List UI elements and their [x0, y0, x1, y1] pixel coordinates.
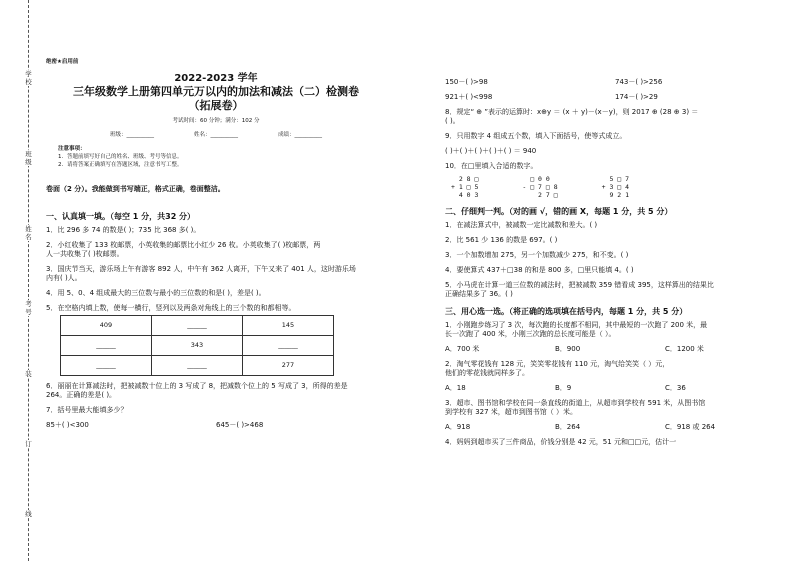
- notes-heading: 注意事项：: [58, 146, 86, 152]
- exam-info: 考试时间：60 分钟；满分：102 分: [172, 118, 260, 124]
- class-field[interactable]: 班级：__________: [109, 132, 154, 138]
- question-7-row3: [445, 93, 775, 102]
- question-1: 1．比 296 多 74 的数是( )；735 比 368 多( )。: [46, 226, 201, 234]
- vertical-addition-2: 5 □ 7 + 3 □ 4 9 2 1: [601, 175, 630, 199]
- inequality: 174－( )>29: [615, 93, 658, 101]
- choice-q1-options: [445, 345, 775, 354]
- option-a[interactable]: A．918: [445, 423, 471, 431]
- grid-cell[interactable]: 277: [243, 356, 334, 376]
- inequality: 921＋( )<998: [445, 93, 493, 101]
- student-info-line: [46, 131, 386, 139]
- grid-cell[interactable]: ______: [152, 316, 243, 336]
- grid-cell[interactable]: 409: [61, 316, 152, 336]
- binding-label-ding: 订: [25, 440, 32, 448]
- choice-q3-line2: 到学校有 327 米，超市到图书馆（ ）米。: [445, 408, 578, 416]
- choice-q3-line1: 3．超市、图书馆和学校在同一条直线的街道上，从超市到学校有 591 米，从图书馆: [445, 399, 706, 407]
- score-field[interactable]: 成绩：__________: [278, 132, 323, 138]
- grid-cell[interactable]: ______: [243, 336, 334, 356]
- choice-q1-line1: 1．小刚跑步练习了 3 次，每次跑的长度都不相同，其中最短的一次跑了 200 米，最: [445, 321, 708, 329]
- option-b[interactable]: B．9: [555, 384, 572, 392]
- question-4: 4．用 5、0、4 组成最大的三位数与最小的三位数的和是( )，差是( )。: [46, 289, 266, 297]
- option-b[interactable]: B．264: [555, 423, 581, 431]
- judge-item: 2．比 561 少 136 的数是 697。( ): [445, 236, 558, 244]
- left-column: [46, 58, 386, 430]
- grid-cell[interactable]: 343: [152, 336, 243, 356]
- binding-label-xian: 线: [25, 510, 32, 518]
- question-2-line1: 2．小红收集了 133 枚邮票，小英收集的邮票比小红少 26 枚。小英收集了( )枚邮票，两: [46, 241, 321, 249]
- page-subtitle: （拓展卷）: [188, 99, 244, 112]
- question-3-line1: 3．国庆节当天，游乐场上午有游客 892 人，中午有 362 人离开，下午又来了 401 人，这时游乐场: [46, 265, 356, 273]
- page-title: 三年级数学上册第四单元万以内的加法和减法（二）检测卷: [73, 85, 359, 98]
- option-c[interactable]: C．36: [665, 384, 686, 392]
- note-item: 1．答题前填写好自己的姓名、班级、考号等信息。: [58, 154, 183, 160]
- question-9: 9．只用数字 4 组成五个数，填入下面括号，使等式成立。: [445, 132, 627, 140]
- question-7: 7．括号里最大能填多少？: [46, 406, 128, 414]
- judge-item: 1．在减法算式中，被减数一定比减数和差大。( ): [445, 221, 598, 229]
- school-year: 2022-2023 学年: [174, 73, 258, 84]
- question-10: 10．在□里填入合适的数字。: [445, 162, 538, 170]
- judge-item: 4．要使算式 437＋□38 的和是 800 多，□里只能填 4。( ): [445, 266, 634, 274]
- binding-label-name: 姓名: [25, 225, 32, 241]
- question-8-line1: 8．规定“ ⊕ ”表示的运算时：x⊕y ＝ (x ＋ y)－(x－y)，则 2017 ⊕ (28 ⊕ 3) ＝: [445, 108, 699, 116]
- question-7-row2: [445, 78, 775, 87]
- inequality: 743－( )>256: [615, 78, 663, 86]
- question-6-line1: 6．丽丽在计算减法时，把被减数十位上的 3 写成了 8，把减数个位上的 5 写成了 3，所得的差是: [46, 382, 348, 390]
- question-3-line2: 内有( )人。: [46, 274, 82, 282]
- choice-q2-options: [445, 384, 775, 393]
- question-7-row1: [46, 421, 386, 430]
- secret-label: 绝密★启用前: [46, 59, 79, 65]
- magic-square-grid: [60, 315, 334, 376]
- grid-cell[interactable]: 145: [243, 316, 334, 336]
- note-item: 2．请将答案正确填写在答题区域，注意书写工整。: [58, 162, 183, 168]
- name-field[interactable]: 姓名：__________: [193, 132, 238, 138]
- section3-title: 三、用心选一选。（将正确的选项填在括号内，每题 1 分，共 5 分）: [445, 307, 688, 316]
- question-2-line2: 人一共收集了( )枚邮票。: [46, 250, 124, 258]
- grid-cell[interactable]: ______: [61, 336, 152, 356]
- judge-item-cont: 正确结果多了 36。( ): [445, 290, 513, 298]
- vertical-subtraction: □ 0 0 - □ 7 □ 8 2 7 □: [522, 175, 558, 199]
- inequality: 150－( )>98: [445, 78, 488, 86]
- vertical-arithmetic: [451, 175, 775, 199]
- choice-q3-options: [445, 423, 775, 432]
- question-9-equation: ( )＋( )＋( )＋( )＋( ) ＝ 940: [445, 147, 537, 155]
- binding-label-zhuang: 装: [25, 370, 32, 378]
- right-column: [445, 78, 775, 447]
- section1-title: 一、认真填一填。（每空 1 分，共32 分）: [46, 212, 196, 221]
- question-6-line2: 264。正确的差是( )。: [46, 391, 117, 399]
- option-c[interactable]: C．1200 米: [665, 345, 704, 353]
- option-b[interactable]: B．900: [555, 345, 581, 353]
- choice-q2-line2: 他们的零花钱就同样多了。: [445, 369, 529, 377]
- binding-label-school: 学校: [25, 70, 32, 86]
- choice-q2-line1: 2．淘气零花钱有 128 元，笑笑零花钱有 110 元，淘气给笑笑（ ）元，: [445, 360, 670, 368]
- option-c[interactable]: C．918 或 264: [665, 423, 716, 431]
- judge-item: 3．一个加数增加 275，另一个加数减少 275，和不变。( ): [445, 251, 629, 259]
- question-5: 5．在空格内填上数，使每一横行，竖列以及两条对角线上的三个数的和都相等。: [46, 304, 296, 312]
- binding-margin: [0, 0, 40, 561]
- inequality: 85＋( )<300: [46, 421, 89, 429]
- option-a[interactable]: A．700 米: [445, 345, 480, 353]
- binding-label-id: 考号: [25, 300, 32, 316]
- grid-cell[interactable]: ______: [152, 356, 243, 376]
- inequality: 645－( )>468: [216, 421, 264, 429]
- choice-q1-line2: 长一次跑了 400 米，小刚三次跑的总长度可能是（ ）。: [445, 330, 616, 338]
- choice-q4: 4．妈妈到超市买了三件商品，价钱分别是 42 元，51 元和□□元，估计一: [445, 438, 677, 446]
- question-8-line2: ( )。: [445, 117, 460, 125]
- binding-label-class: 班级: [25, 150, 32, 166]
- neatness-note: 卷面（2 分）。我能做到书写端正，格式正确，卷面整洁。: [46, 185, 225, 193]
- section2-title: 二、仔细判一判。（对的画 √，错的画 X，每题 1 分，共 5 分）: [445, 207, 673, 216]
- option-a[interactable]: A．18: [445, 384, 466, 392]
- grid-cell[interactable]: ______: [61, 356, 152, 376]
- vertical-addition-1: 2 8 □ + 1 □ 5 4 0 3: [451, 175, 479, 199]
- judge-item: 5．小马虎在计算一道三位数的减法时，把被减数 359 错看成 395，这样算出的结果比: [445, 281, 714, 289]
